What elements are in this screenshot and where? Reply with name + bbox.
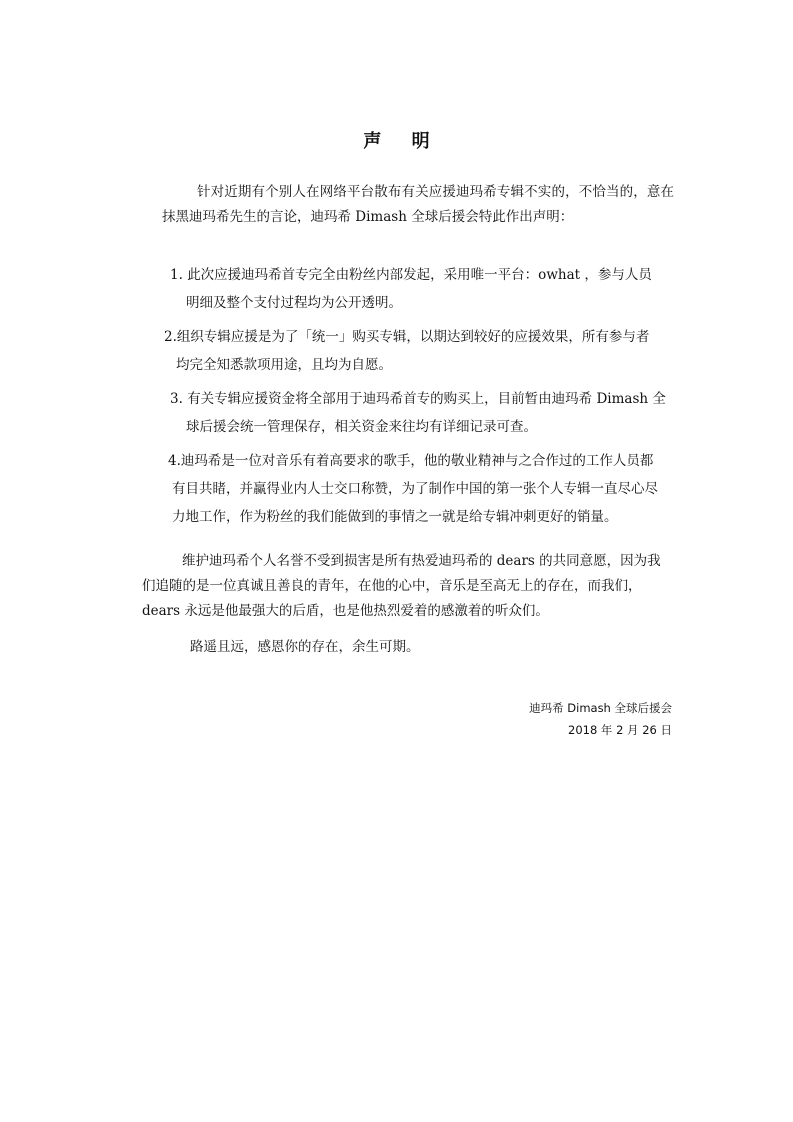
item-number: 2. <box>164 329 177 345</box>
statement-item-4 <box>168 447 675 531</box>
item-4-line-2: 有目共睹，并赢得业内人士交口称赞，为了制作中国的第一张个人专辑一直尽心尽 <box>172 481 658 497</box>
signature-date: 2018 年 2 月 26 日 <box>568 723 672 737</box>
closing-line-1: 维护迪玛希个人名誉不受到损害是所有热爱迪玛希的 dears 的共同意愿，因为我 <box>182 553 661 569</box>
item-text: 此次应援迪玛希首专完全由粉丝内部发起，采用唯一平台：owhat ，参与人员 <box>187 267 652 283</box>
signature-organization: 迪玛希 Dimash 全球后援会 <box>529 701 672 715</box>
item-1-line-2: 明细及整个支付过程均为公开透明。 <box>186 295 402 311</box>
item-3-line-1 <box>170 385 675 413</box>
item-text: 组织专辑应援是为了「统一」购买专辑，以期达到较好的应援效果，所有参与者 <box>176 329 650 345</box>
item-1-line-1 <box>170 261 675 289</box>
item-2-line-2: 均完全知悉款项用途，且均为自愿。 <box>176 357 392 373</box>
item-2-line-1 <box>164 323 675 351</box>
item-number: 4. <box>168 453 181 469</box>
document-title: 声 明 <box>363 131 442 152</box>
closing-line-2: 们追随的是一位真诚且善良的青年，在他的心中，音乐是至高无上的存在，而我们， <box>142 578 642 594</box>
closing-line-3: dears 永远是他最强大的后盾，也是他热烈爱着的感激着的听众们。 <box>142 603 549 619</box>
item-number: 1. <box>170 267 183 283</box>
item-4-line-3: 力地工作，作为粉丝的我们能做到的事情之一就是给专辑冲刺更好的销量。 <box>172 509 618 525</box>
item-text: 迪玛希是一位对音乐有着高要求的歌手，他的敬业精神与之合作过的工作人员都 <box>180 453 654 469</box>
intro-paragraph: 针对近期有个别人在网络平台散布有关应援迪玛希专辑不实的，不恰当的，意在抹黑迪玛希先生的言论，迪玛希 Dimash 全球后援会特此作出声明： <box>162 184 674 225</box>
statement-item-1 <box>170 261 675 317</box>
item-number: 3. <box>170 391 183 407</box>
item-text: 有关专辑应援资金将全部用于迪玛希首专的购买上，目前暂由迪玛希 Dimash 全 <box>187 391 666 407</box>
statement-item-3 <box>170 385 675 441</box>
item-3-line-2: 球后援会统一管理保存，相关资金来往均有详细记录可查。 <box>186 419 537 435</box>
closing-paragraph <box>142 549 674 624</box>
farewell-line: 路遥且远，感恩你的存在，余生可期。 <box>190 639 420 655</box>
item-4-line-1 <box>168 447 675 475</box>
statement-item-2 <box>164 323 675 379</box>
